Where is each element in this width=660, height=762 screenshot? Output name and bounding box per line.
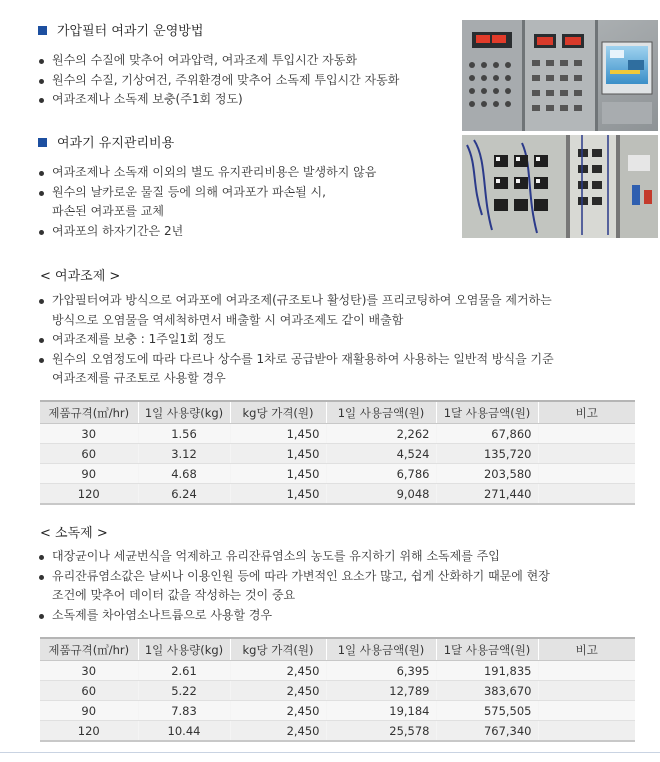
filter-aid-bullets (38, 291, 554, 389)
table-cell (538, 484, 635, 505)
square-bullet-icon (38, 138, 47, 147)
table-row (40, 484, 635, 505)
column-header: kg당 가격(원) (230, 401, 326, 424)
table-row (40, 444, 635, 464)
table-cell: 4,524 (326, 444, 436, 464)
table-cell: 5.22 (138, 681, 230, 701)
table-row (40, 424, 635, 444)
column-header: 1일 사용금액(원) (326, 401, 436, 424)
table-cell: 9,048 (326, 484, 436, 505)
table-cell: 1,450 (230, 424, 326, 444)
table-cell: 90 (40, 464, 138, 484)
filter-aid-cost-table (40, 400, 635, 505)
list-item: 원수의 수질에 맞추어 여과압력, 여과조제 투입시간 자동화 (38, 51, 399, 71)
table-cell (538, 424, 635, 444)
table-cell: 2,450 (230, 701, 326, 721)
table-cell (538, 721, 635, 742)
table-cell: 90 (40, 701, 138, 721)
column-header: 1일 사용량(kg) (138, 638, 230, 661)
table-cell: 60 (40, 444, 138, 464)
list-item: 원수의 날카로운 물질 등에 의해 여과포가 파손될 시, 파손된 여과포를 교체 (38, 183, 376, 222)
table-cell: 767,340 (436, 721, 538, 742)
column-header: 제품규격(㎥/hr) (40, 638, 138, 661)
table-cell (538, 681, 635, 701)
table-cell: 25,578 (326, 721, 436, 742)
disinfectant-heading: < 소독제 > (40, 526, 108, 541)
control-panel-image (462, 20, 658, 131)
control-panel-photo (462, 20, 658, 131)
table-header-row (40, 401, 635, 424)
list-item: 여과조제나 소독제 보충(주1회 정도) (38, 90, 399, 110)
table-cell: 10.44 (138, 721, 230, 742)
table-cell: 1,450 (230, 464, 326, 484)
section-title-operation: 가압필터 여과기 운영방법 (38, 20, 203, 39)
table-cell: 6.24 (138, 484, 230, 505)
column-header: 비고 (538, 401, 635, 424)
table-cell: 575,505 (436, 701, 538, 721)
list-item: 여과조제나 소독재 이외의 별도 유지관리비용은 발생하지 않음 (38, 163, 376, 183)
table-cell: 191,835 (436, 661, 538, 681)
table-cell (538, 444, 635, 464)
list-item: 여과조제를 보충 : 1주일1회 정도 (38, 330, 554, 350)
operation-bullets (38, 51, 399, 110)
column-header: 1달 사용금액(원) (436, 401, 538, 424)
column-header: 1일 사용금액(원) (326, 638, 436, 661)
column-header: 1일 사용량(kg) (138, 401, 230, 424)
table-cell: 67,860 (436, 424, 538, 444)
table-row (40, 721, 635, 742)
table-cell: 60 (40, 681, 138, 701)
table-row (40, 464, 635, 484)
table-cell: 4.68 (138, 464, 230, 484)
table-cell: 7.83 (138, 701, 230, 721)
disinfectant-bullets (38, 547, 550, 625)
table-cell: 135,720 (436, 444, 538, 464)
list-item: 원수의 오염정도에 따라 다르나 상수를 1차로 공급받아 재활용하여 사용하는 일반적 방식을 기준 여과조제를 규조토로 사용할 경우 (38, 350, 554, 389)
table-cell: 2,450 (230, 721, 326, 742)
section-title-maintenance: 여과기 유지관리비용 (38, 132, 174, 151)
table-row (40, 701, 635, 721)
table-cell: 3.12 (138, 444, 230, 464)
table-cell: 6,786 (326, 464, 436, 484)
list-item: 여과포의 하자기간은 2년 (38, 222, 376, 242)
column-header: 제품규격(㎥/hr) (40, 401, 138, 424)
table-cell (538, 464, 635, 484)
table-cell: 12,789 (326, 681, 436, 701)
wiring-cabinet-photo (462, 135, 658, 238)
list-item: 유리잔류염소값은 날씨나 이용인원 등에 따라 가변적인 요소가 많고, 쉽게 산화하기 때문에 현장 조건에 맞추어 데이터 값을 작성하는 것이 중요 (38, 567, 550, 606)
disinfectant-cost-table (40, 637, 635, 742)
table-cell: 1,450 (230, 484, 326, 505)
table-cell: 1.56 (138, 424, 230, 444)
column-header: 비고 (538, 638, 635, 661)
table-cell: 1,450 (230, 444, 326, 464)
square-bullet-icon (38, 26, 47, 35)
table-cell: 30 (40, 424, 138, 444)
table-header-row (40, 638, 635, 661)
table-cell: 2,262 (326, 424, 436, 444)
filter-aid-heading: < 여과조제 > (40, 269, 121, 284)
table-cell: 2,450 (230, 681, 326, 701)
table-cell: 30 (40, 661, 138, 681)
table-cell (538, 701, 635, 721)
table-cell: 383,670 (436, 681, 538, 701)
table-cell: 203,580 (436, 464, 538, 484)
column-header: kg당 가격(원) (230, 638, 326, 661)
table-cell: 19,184 (326, 701, 436, 721)
column-header: 1달 사용금액(원) (436, 638, 538, 661)
table-cell: 2.61 (138, 661, 230, 681)
table-row (40, 661, 635, 681)
table-cell: 120 (40, 721, 138, 742)
table-cell: 2,450 (230, 661, 326, 681)
wiring-cabinet-image (462, 135, 658, 238)
list-item: 대장균이나 세균번식을 억제하고 유리잔류염소의 농도를 유지하기 위해 소독제를 주입 (38, 547, 550, 567)
table-row (40, 681, 635, 701)
footer-divider (0, 752, 660, 753)
list-item: 가압필터여과 방식으로 여과포에 여과조제(규조토나 활성탄)를 프리코팅하여 오염물을 제거하는 방식으로 오염물을 역세척하면서 배출할 시 여과조제도 같이 배출함 (38, 291, 554, 330)
table-cell: 6,395 (326, 661, 436, 681)
table-cell: 271,440 (436, 484, 538, 505)
list-item: 원수의 수질, 기상여건, 주위환경에 맞추어 소독제 투입시간 자동화 (38, 71, 399, 91)
table-cell (538, 661, 635, 681)
maintenance-bullets (38, 163, 376, 241)
list-item: 소독제를 차아염소나트륨으로 사용할 경우 (38, 606, 550, 626)
table-cell: 120 (40, 484, 138, 505)
